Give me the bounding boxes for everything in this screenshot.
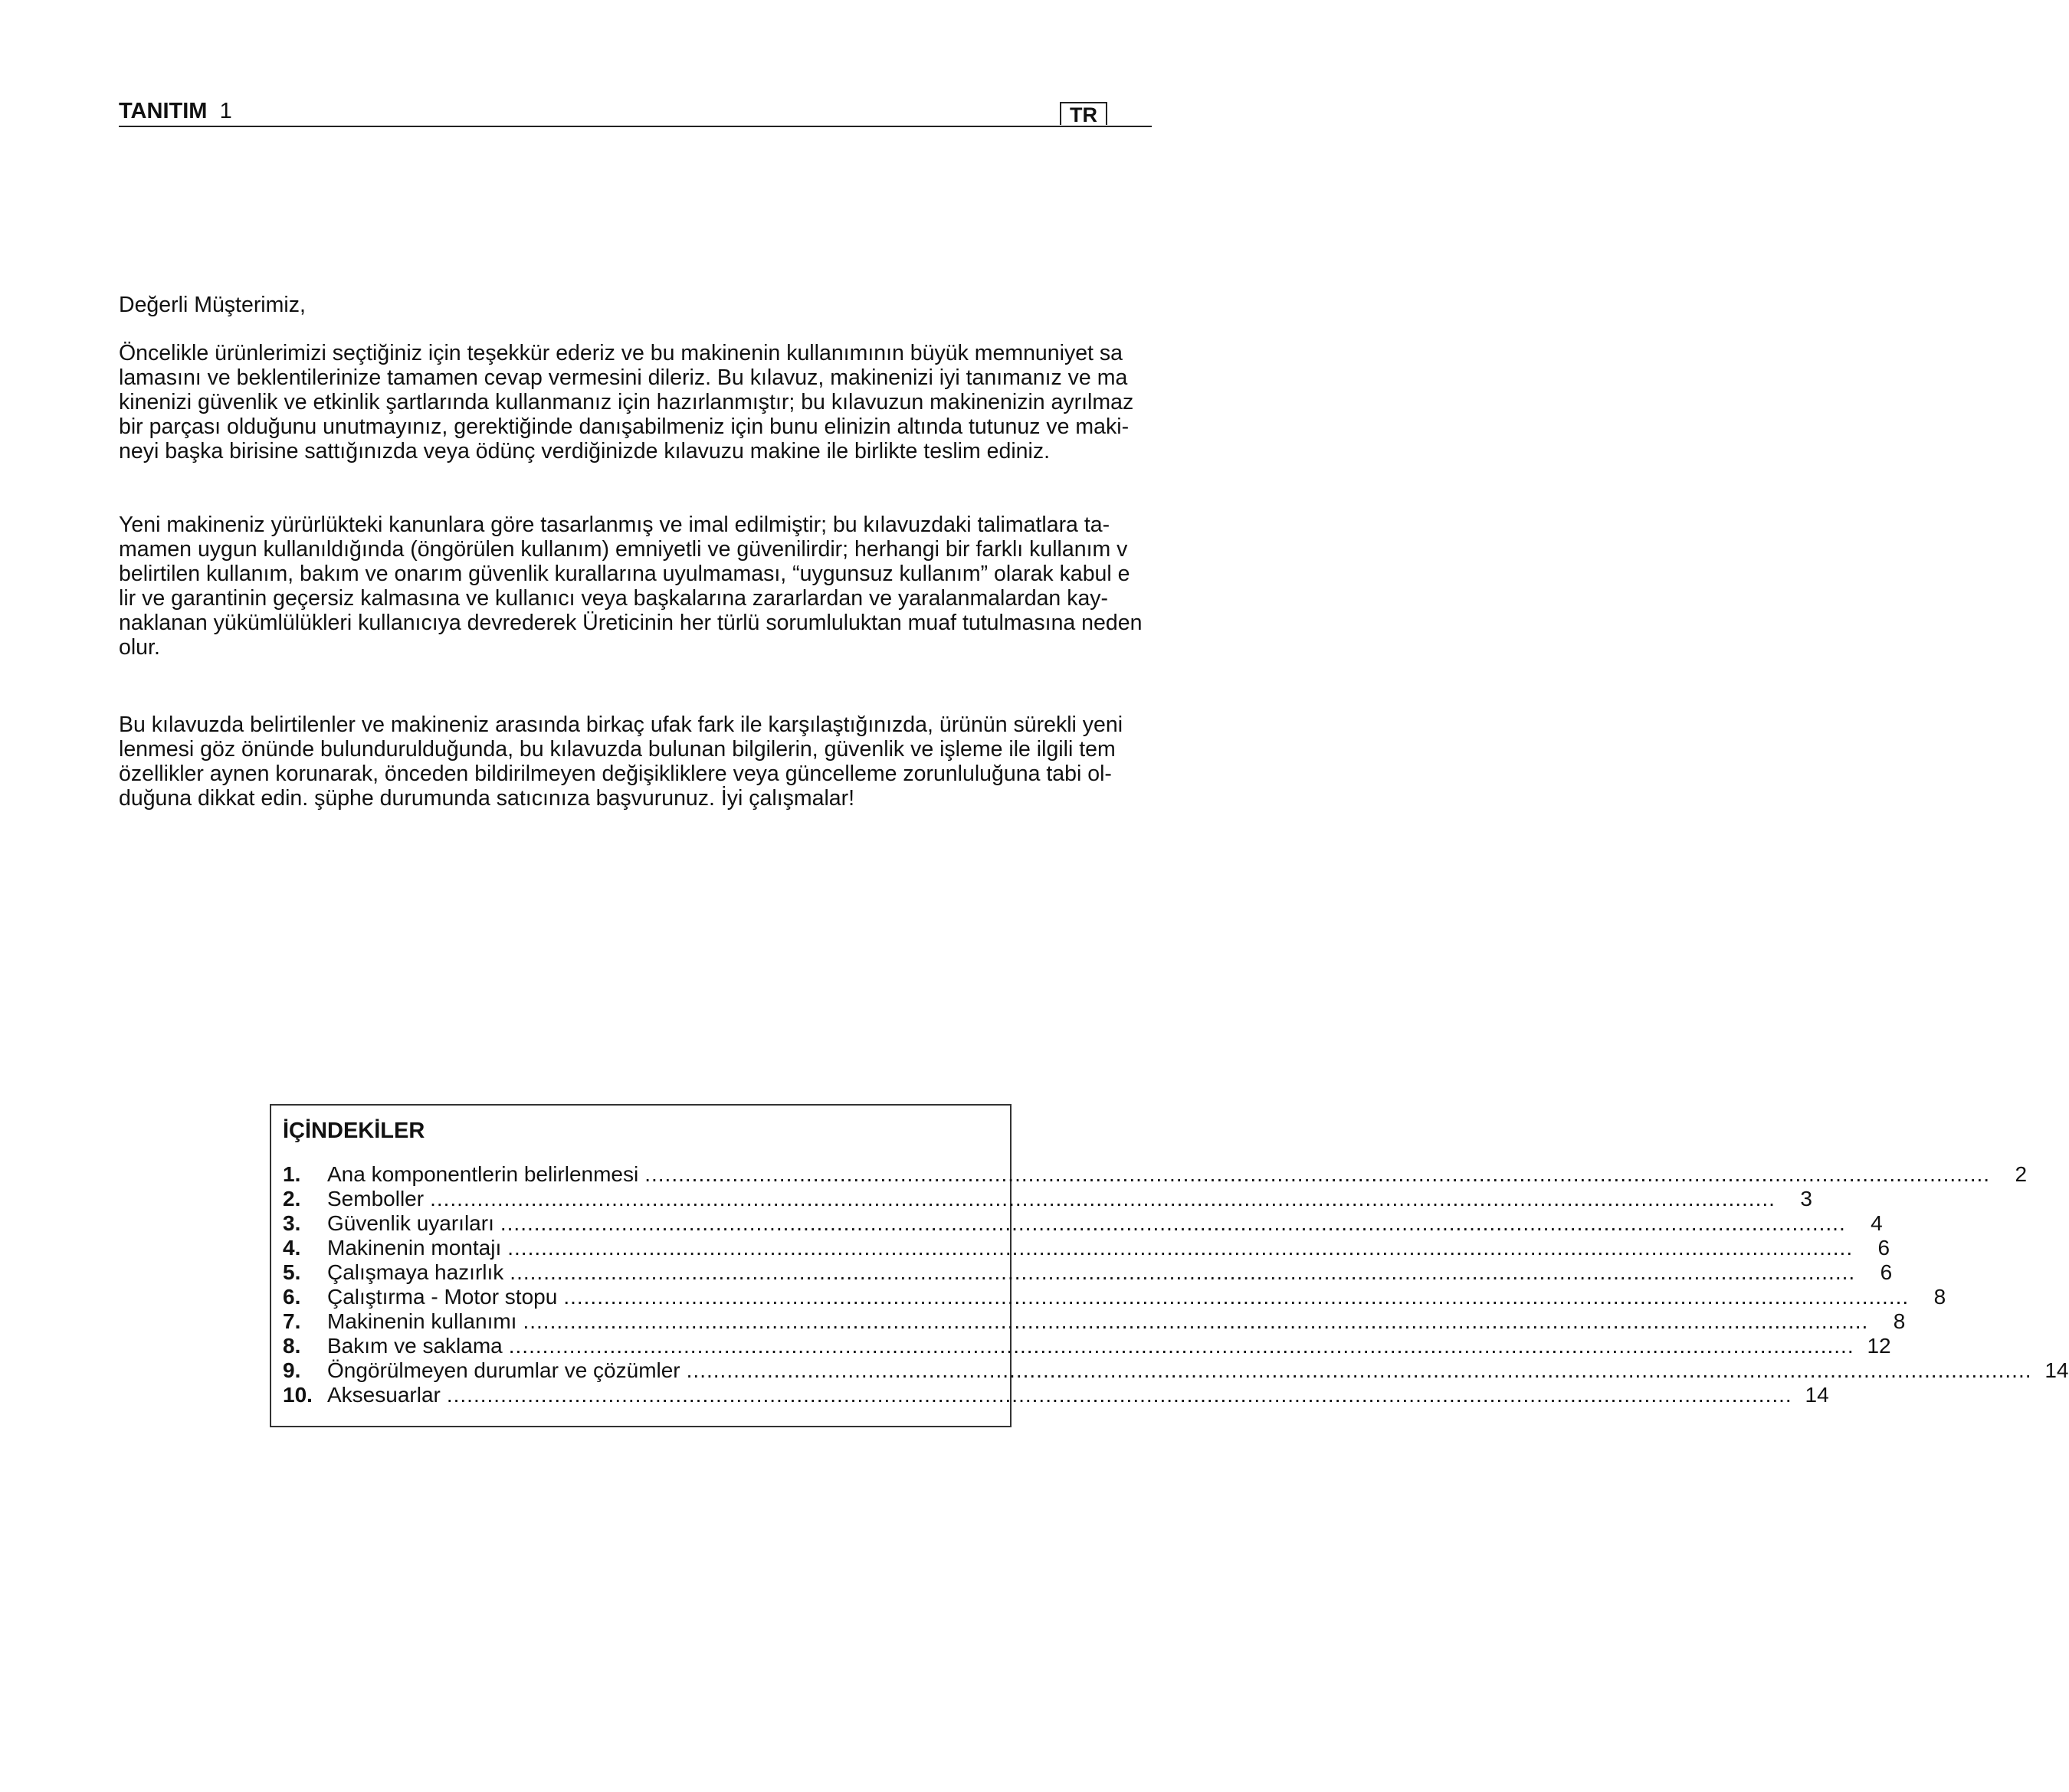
paragraph-line: naklanan yükümlülükleri kullanıcıya devrederek Üreticinin her türlü sorumluluktan muaf tutulmasına neden xyxy=(119,611,1143,635)
paragraph-line: duğuna dikkat edin. şüphe durumunda satıcınıza başvurunuz. İyi çalışmalar! xyxy=(119,786,855,811)
paragraph-line: Yeni makineniz yürürlükteki kanunlara göre tasarlanmış ve imal edilmiştir; bu kılavuzdaki talimatlara ta- xyxy=(119,513,1110,537)
toc-item[interactable] xyxy=(283,1260,1893,1285)
toc-item-page: 14 xyxy=(2044,1358,2069,1382)
toc-item-label: Ana komponentlerin belirlenmesi xyxy=(327,1162,639,1186)
toc-item-label: Öngörülmeyen durumlar ve çözümler xyxy=(327,1358,680,1382)
toc-item-label: Semboller xyxy=(327,1187,425,1211)
toc-item[interactable] xyxy=(283,1162,2028,1187)
paragraph-line: lir ve garantinin geçersiz kalmasına ve kullanıcı veya başkalarına zararlardan ve yaralanmalardan kay- xyxy=(119,586,1109,611)
toc-item-page: 3 xyxy=(1800,1187,1812,1211)
toc-item[interactable] xyxy=(283,1358,2069,1383)
toc-dot-leader: ........................................................................................................................................................................................................ xyxy=(644,1162,1991,1186)
toc-item[interactable] xyxy=(283,1211,1883,1236)
safety-paragraph xyxy=(119,513,1245,660)
paragraph-line: neyi başka birisine sattığınızda veya ödünç verdiğinizde kılavuzu makine ile birlikte teslim ediniz. xyxy=(119,439,1051,464)
paragraph-line: kinenizi güvenlik ve etkinlik şartlarında kullanmanız için hazırlanmıştır; bu kılavuzun makinenizin ayrılmaz xyxy=(119,390,1134,414)
toc-dot-leader: ........................................................................................................................................................................................................ xyxy=(430,1187,1776,1211)
paragraph-line: özellikler aynen korunarak, önceden bildirilmeyen değişikliklere veya güncelleme zorunluluğuna tabi ol- xyxy=(119,762,1112,786)
toc-item[interactable] xyxy=(283,1334,1891,1358)
paragraph-line: olur. xyxy=(119,635,160,660)
toc-item-number: 10. xyxy=(283,1383,313,1407)
toc-item-page: 4 xyxy=(1871,1211,1883,1235)
paragraph-line: Öncelikle ürünlerimizi seçtiğiniz için teşekkür ederiz ve bu makinenin kullanımının büyük memnuniyet sa xyxy=(119,341,1123,365)
toc-dot-leader: ........................................................................................................................................................................................................ xyxy=(446,1383,1792,1407)
paragraph-line: lenmesi göz önünde bulundurulduğunda, bu kılavuzda bulunan bilgilerin, güvenlik ve işleme ile ilgili tem xyxy=(119,737,1116,762)
toc-item-label: Makinenin montajı xyxy=(327,1236,502,1260)
toc-item-page: 8 xyxy=(1933,1285,1946,1309)
toc-item-page: 6 xyxy=(1880,1260,1893,1284)
toc-item-label: Bakım ve saklama xyxy=(327,1334,503,1358)
paragraph-line: belirtilen kullanım, bakım ve onarım güvenlik kurallarına uyulmaması, “uygunsuz kullanım” olarak kabul e xyxy=(119,562,1130,586)
toc-item-page: 2 xyxy=(2015,1162,2028,1186)
toc-item[interactable] xyxy=(283,1285,1946,1309)
toc-item-number: 8. xyxy=(283,1334,301,1358)
toc-item-label: Güvenlik uyarıları xyxy=(327,1211,494,1235)
toc-item-page: 6 xyxy=(1877,1236,1890,1260)
differences-paragraph xyxy=(119,713,1245,811)
toc-title: İÇİNDEKİLER xyxy=(283,1119,425,1143)
toc-item-page: 14 xyxy=(1805,1383,1829,1407)
toc-item-number: 6. xyxy=(283,1285,301,1309)
toc-dot-leader: ........................................................................................................................................................................................................ xyxy=(686,1358,2032,1382)
toc-item-number: 1. xyxy=(283,1162,301,1186)
toc-item[interactable] xyxy=(283,1236,1890,1260)
toc-item-label: Makinenin kullanımı xyxy=(327,1309,517,1333)
toc-item-label: Çalıştırma - Motor stopu xyxy=(327,1285,558,1309)
toc-item[interactable] xyxy=(283,1309,1906,1334)
toc-item-page: 12 xyxy=(1867,1334,1891,1358)
toc-item-number: 2. xyxy=(283,1187,301,1211)
toc-item-page: 8 xyxy=(1893,1309,1906,1333)
toc-item-number: 9. xyxy=(283,1358,301,1382)
toc-item-number: 5. xyxy=(283,1260,301,1284)
toc-dot-leader: ........................................................................................................................................................................................................ xyxy=(507,1236,1854,1260)
intro-paragraph xyxy=(119,341,1245,464)
section-title: TANITIM xyxy=(119,99,208,123)
toc-dot-leader: ........................................................................................................................................................................................................ xyxy=(508,1334,1854,1358)
paragraph-line: lamasını ve beklentilerinize tamamen cevap vermesini dileriz. Bu kılavuz, makinenizi iyi tanımanız ve ma xyxy=(119,365,1128,390)
toc-item[interactable] xyxy=(283,1187,1812,1211)
language-badge: TR xyxy=(1060,102,1107,125)
toc-dot-leader: ........................................................................................................................................................................................................ xyxy=(523,1309,1869,1333)
toc-dot-leader: ........................................................................................................................................................................................................ xyxy=(500,1211,1846,1235)
toc-item[interactable] xyxy=(283,1383,1829,1407)
table-of-contents xyxy=(270,1104,2069,1427)
paragraph-line: mamen uygun kullanıldığında (öngörülen kullanım) emniyetli ve güvenilirdir; herhangi bir farklı kullanım v xyxy=(119,537,1128,562)
paragraph-line: Bu kılavuzda belirtilenler ve makineniz arasında birkaç ufak fark ile karşılaştığınızda, ürünün sürekli yeni xyxy=(119,713,1123,737)
toc-item-number: 3. xyxy=(283,1211,301,1235)
greeting: Değerli Müşterimiz, xyxy=(119,293,306,317)
page-number: 1 xyxy=(219,99,232,123)
toc-list xyxy=(283,1162,2069,1407)
page-header xyxy=(119,98,1152,127)
toc-dot-leader: ........................................................................................................................................................................................................ xyxy=(563,1285,1910,1309)
toc-item-label: Çalışmaya hazırlık xyxy=(327,1260,504,1284)
section-heading xyxy=(119,98,232,124)
toc-item-number: 4. xyxy=(283,1236,301,1260)
toc-item-number: 7. xyxy=(283,1309,301,1333)
toc-dot-leader: ........................................................................................................................................................................................................ xyxy=(510,1260,1856,1284)
paragraph-line: bir parçası olduğunu unutmayınız, gerektiğinde danışabilmeniz için bunu elinizin altında tutunuz ve maki- xyxy=(119,414,1130,439)
toc-item-label: Aksesuarlar xyxy=(327,1383,441,1407)
